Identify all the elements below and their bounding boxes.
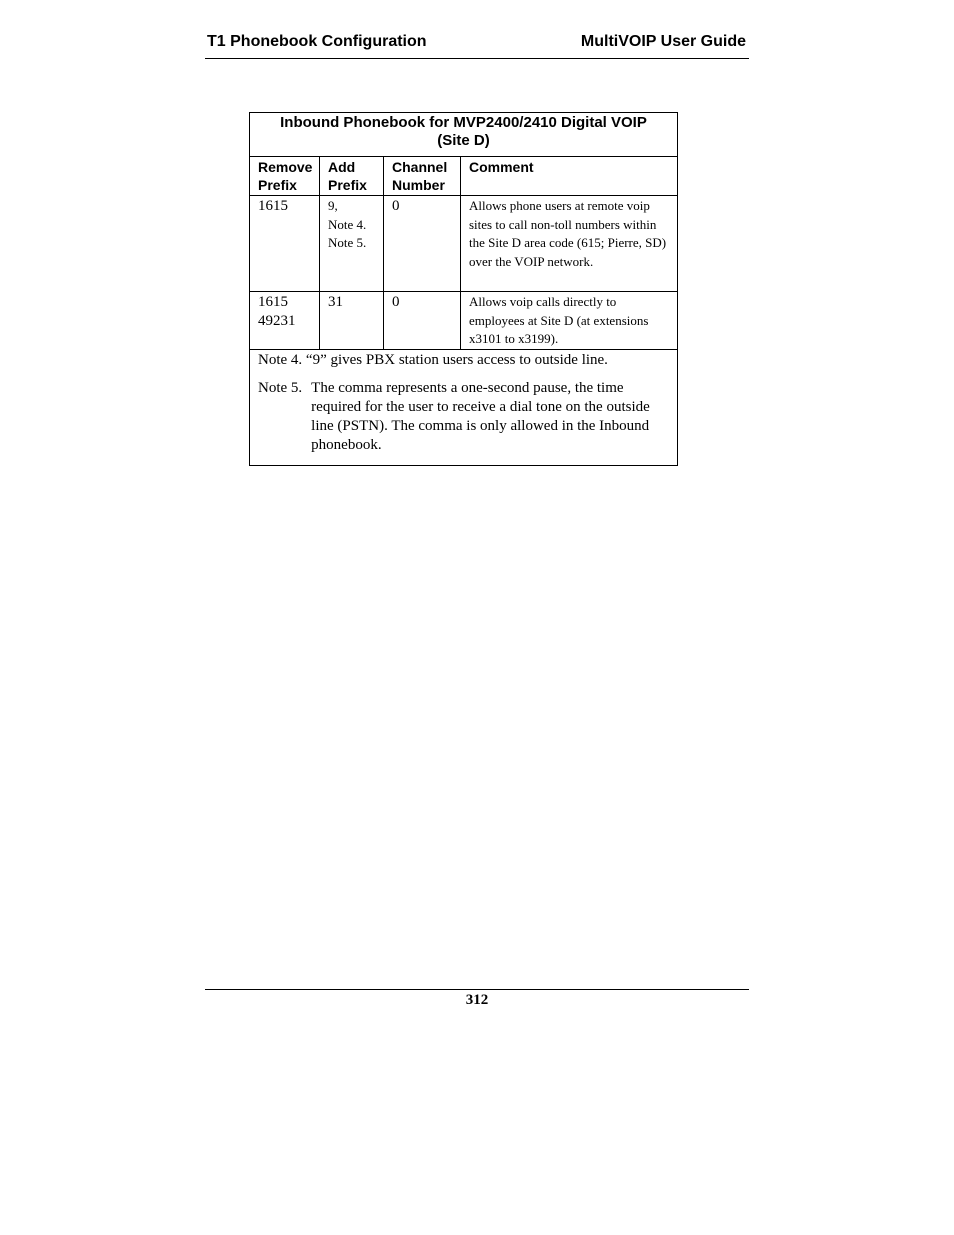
table-title [250, 113, 678, 157]
cell-comment: Allows voip calls directly to employees at Site D (at extensions x3101 to x3199). [461, 292, 678, 350]
notes-row [250, 349, 678, 465]
col-header-text: Prefix [258, 177, 297, 193]
header-section-title: T1 Phonebook Configuration [207, 33, 427, 50]
cell-remove-prefix [250, 292, 320, 350]
cell-text: 49231 [258, 313, 296, 329]
cell-add-prefix [320, 196, 384, 292]
cell-text: Note 4. [328, 216, 367, 232]
cell-comment: Allows phone users at remote voip sites to call non-toll numbers within the Site D area code (615; Pierre, SD) over the VOIP network. [461, 196, 678, 292]
table-title-line1: Inbound Phonebook for MVP2400/2410 Digital VOIP [280, 114, 647, 131]
col-header-text: Comment [469, 159, 534, 175]
header-guide-title: MultiVOIP User Guide [580, 33, 746, 50]
col-header-add-prefix [320, 157, 384, 196]
col-header-remove-prefix [250, 157, 320, 196]
table-row [250, 292, 678, 350]
cell-text: 1615 [258, 198, 288, 214]
notes-cell [250, 349, 678, 465]
cell-channel-number: 0 [384, 292, 461, 350]
col-header-channel-number [384, 157, 461, 196]
col-header-comment [461, 157, 678, 196]
table-row [250, 196, 678, 292]
cell-add-prefix [320, 292, 384, 350]
column-header-row [250, 157, 678, 196]
cell-remove-prefix [250, 196, 320, 292]
cell-text: 31 [328, 294, 343, 310]
note-4: Note 4. “9” gives PBX station users access to outside line. [258, 351, 608, 368]
col-header-text: Channel [392, 159, 448, 175]
inbound-phonebook-table [249, 112, 678, 466]
col-header-text: Remove [258, 159, 313, 175]
table-title-line2: (Site D) [437, 132, 490, 149]
footer-rule [205, 989, 749, 990]
cell-text: 9, [328, 198, 338, 213]
header-rule [205, 58, 749, 59]
page-number: 312 [465, 992, 489, 1008]
cell-channel-number: 0 [384, 196, 461, 292]
note-5-text: The comma represents a one-second pause, the time required for the user to receive a dial tone on the outside line (PSTN). The comma is only allowed in the Inbound phonebook. [311, 379, 650, 453]
note-5-label: Note 5. [258, 379, 303, 396]
col-header-text: Prefix [328, 177, 367, 193]
col-header-text: Add [328, 159, 356, 175]
cell-text: 1615 [258, 294, 288, 310]
note-5 [258, 379, 669, 455]
cell-text: Note 5. [328, 235, 367, 250]
col-header-text: Number [392, 177, 445, 193]
